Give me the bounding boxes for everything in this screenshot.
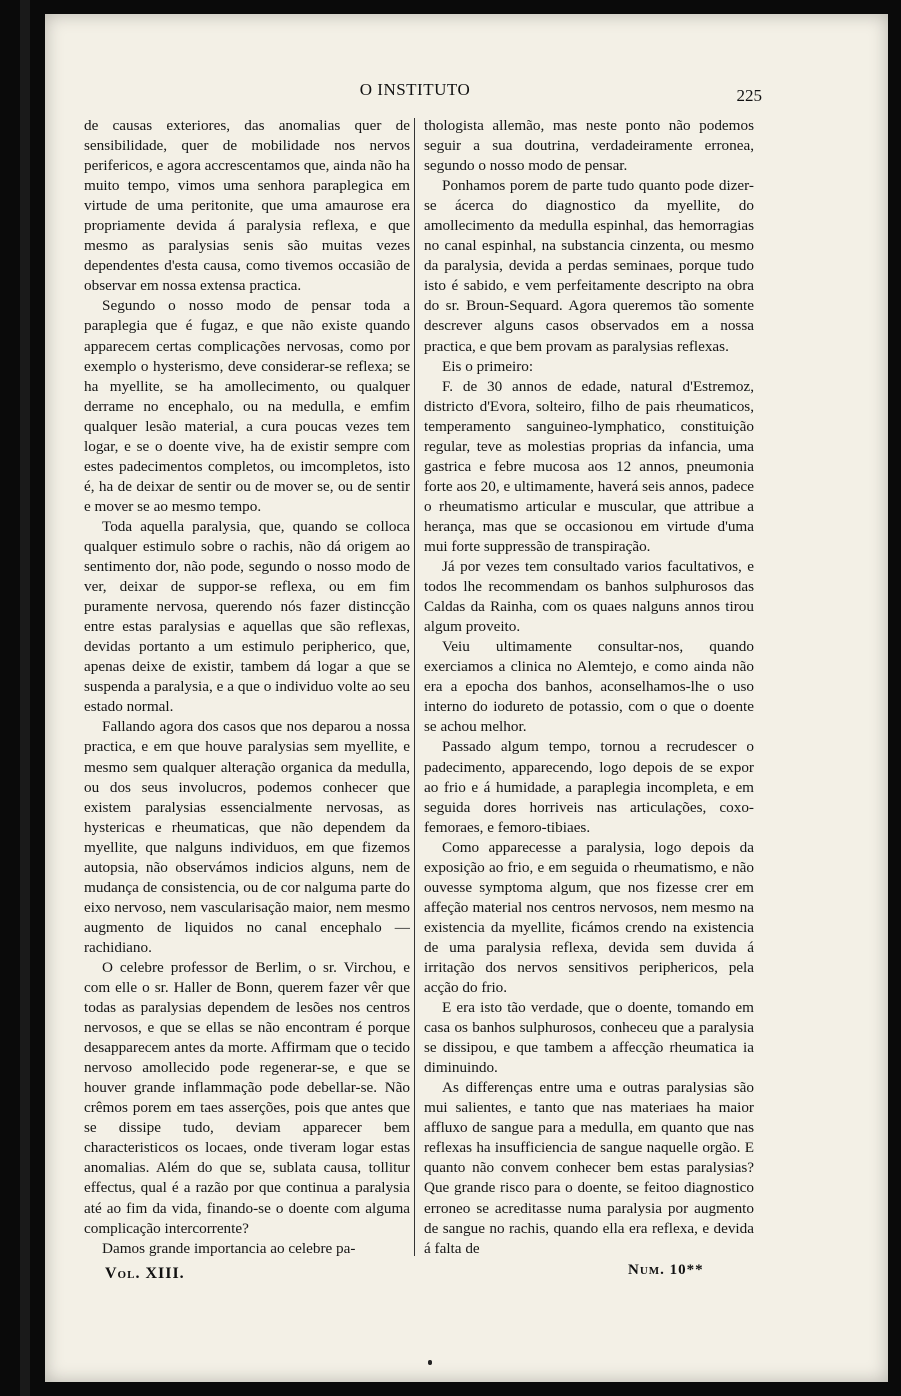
left-paragraph-5: O celebre professor de Berlim, o sr. Virchou, e com elle o sr. Haller de Bonn, querem fazer vêr que todas as paralysias dependem de lesões nos centros nervosos, e que se ellas se não encontram é porque desapparecem antes da morte. Affirmam que o tecido nervoso amollecido pode regenerar-se, e que se houver grande inflammação pode debellar-se. Não crêmos porem em taes asserções, pois que antes que se dissipe tudo, deviam apparecer bem characteristicos os locaes, onde tiveram logar estas anomalias. Além do que se, sublata causa, tollitur effectus, qual é a razão por que continua a paralysia até ao fim da vida, finando-se o doente com alguma complicação intercorrente? <box>84 958 410 1237</box>
right-paragraph-10: As differenças entre uma e outras paralysias são mui salientes, e tanto que nas materiaes ha maior affluxo de sangue para a medulla, em quanto que nas reflexas ha insufficiencia de sangue naquelle orgão. E quanto não convem conhecer bem estas paralysias? Que grande risco para o doente, se feitoo diagnostico erroneo se acreditasse numa paralysia por augmento de sangue no rachis, quando ella era reflexa, e devida á falta de <box>424 1079 754 1257</box>
running-head-title: O INSTITUTO <box>359 80 471 99</box>
right-paragraph-1: thologista allemão, mas neste ponto não podemos seguir a sua doutrina, verdadeiramente erronea, segundo o nosso modo de pensar. <box>424 117 754 175</box>
left-column <box>84 116 410 1266</box>
right-paragraph-3: Eis o primeiro: <box>442 357 534 375</box>
book-spine-shadow <box>20 0 30 1396</box>
right-column <box>424 116 754 1266</box>
page-number: 225 <box>736 86 762 105</box>
right-paragraph-2: Ponhamos porem de parte tudo quanto pode dizer-se ácerca do diagnostico da myellite, do amollecimento da medulla espinhal, das hemorragias no canal espinhal, na substancia cinzenta, ou mesmo da paralysia, devida a perdas seminaes, porque tudo isto é sabido, e vem perfeitamente descripto na obra do sr. Broun-Sequard. Agora queremos tão somente descrever alguns casos observados em a nossa practica, e que bem provam as paralysias reflexas. <box>424 177 754 355</box>
right-paragraph-5: Já por vezes tem consultado varios facultativos, e todos lhe recommendam os banhos sulphurosos das Caldas da Rainha, com os quaes nalguns annos tirou algum proveito. <box>424 558 754 636</box>
left-paragraph-3: Toda aquella paralysia, que, quando se colloca qualquer estimulo sobre o rachis, não dá origem ao sentimento dor, não pode, segundo o nosso modo de ver, deixar de suppor-se reflexa, ou em fim puramente nervosa, querendo nós fazer distincção entre estas paralysias e aquellas que são reflexas, devidas portanto a um estimulo peripherico, que, apenas deixe de existir, tambem dá logar a que se suspenda a paralysia, e a que o individuo volte ao seu estado normal. <box>84 517 410 716</box>
right-paragraph-9: E era isto tão verdade, que o doente, tomando em casa os banhos sulphurosos, conheceu que a paralysia se dissipou, e que tambem a affecção rheumatica ia diminuindo. <box>424 999 754 1077</box>
print-speck <box>428 1360 432 1365</box>
left-paragraph-1: de causas exteriores, das anomalias quer de sensibilidade, quer de mobilidade nos nervos perifericos, e agora accrescentamos que, ainda não ha muito tempo, vimos uma senhora paraplegica em virtude de uma peritonite, que uma amaurose era propriamente devida á paralysia reflexa, e que mesmo as paralysias senis são muitas vezes dependentes d'esta causa, como tivemos occasião de observar em nossa extensa practica. <box>84 117 410 295</box>
right-paragraph-8: Como apparecesse a paralysia, logo depois da exposição ao frio, e em seguida o rheumatismo, e não ouvesse symptoma algum, que nos fizesse crer em affeção material nos centros nervosos, nem mesmo na existencia da myellite, ficámos crendo na existencia de uma paralysia reflexa, devida sem duvida á irritação dos nervos sensitivos periphericos, pela acção do frio. <box>424 838 754 997</box>
volume-signature: Vol. XIII. <box>105 1265 185 1282</box>
issue-signature: Num. 10** <box>628 1262 704 1278</box>
column-divider <box>414 118 415 1256</box>
right-paragraph-7: Passado algum tempo, tornou a recrudescer o padecimento, apparecendo, logo depois de se expor ao frio e á humidade, a paraplegia incompleta, e em seguida dores horriveis nas articulações, coxo-femoraes, e femoro-tibiaes. <box>424 738 754 836</box>
right-paragraph-4: F. de 30 annos de edade, natural d'Estremoz, districto d'Evora, solteiro, filho de pais rheumaticos, temperamento sanguineo-lymphatico, constituição regular, teve as molestias proprias da infancia, uma gastrica e febre mucosa aos 12 annos, pneumonia forte aos 20, e ultimamente, haverá seis annos, padece o rheumatismo articular e muscular, que attribue a herança, mas que se occasionou em virtude d'uma mui forte suppressão de transpiração. <box>424 377 754 555</box>
right-paragraph-6: Veiu ultimamente consultar-nos, quando exerciamos a clinica no Alemtejo, e como ainda não era a epocha dos banhos, aconselhamos-lhe o uso interno do iodureto de potassio, com o que o doente se achou melhor. <box>424 638 754 736</box>
left-paragraph-2: Segundo o nosso modo de pensar toda a paraplegia que é fugaz, e que não existe quando apparecem certas complicações nervosas, como por exemplo o hysterismo, deve considerar-se reflexa; se ha myellite, se ha amollecimento, ou qualquer derrame no encephalo, ou na medulla, e emfim qualquer lesão material, a cura poucas vezes tem logar, e se o doente vive, ha de existir sempre com estes padecimentos completos, ou imcompletos, isto é, ha de deixar de sentir ou de mover se, ou de sentir e mover se ao mesmo tempo. <box>84 297 410 515</box>
left-paragraph-6: Damos grande importancia ao celebre pa- <box>102 1239 356 1257</box>
left-paragraph-4: Fallando agora dos casos que nos deparou a nossa practica, e em que houve paralysias sem myellite, e mesmo sem qualquer alteração organica da medulla, ou dos seus involucros, podemos conhecer que existem paralysias essencialmente nervosas, as hystericas e rheumaticas, que não dependem da myellite, que nalguns individuos, em que fizemos autopsia, não observámos indicios alguns, nem de mudança de consistencia, ou de cor nalguma parte do eixo nervoso, nem vascularisação maior, nem mesmo augmento de liquidos no canal encephalo — rachidiano. <box>84 718 410 956</box>
